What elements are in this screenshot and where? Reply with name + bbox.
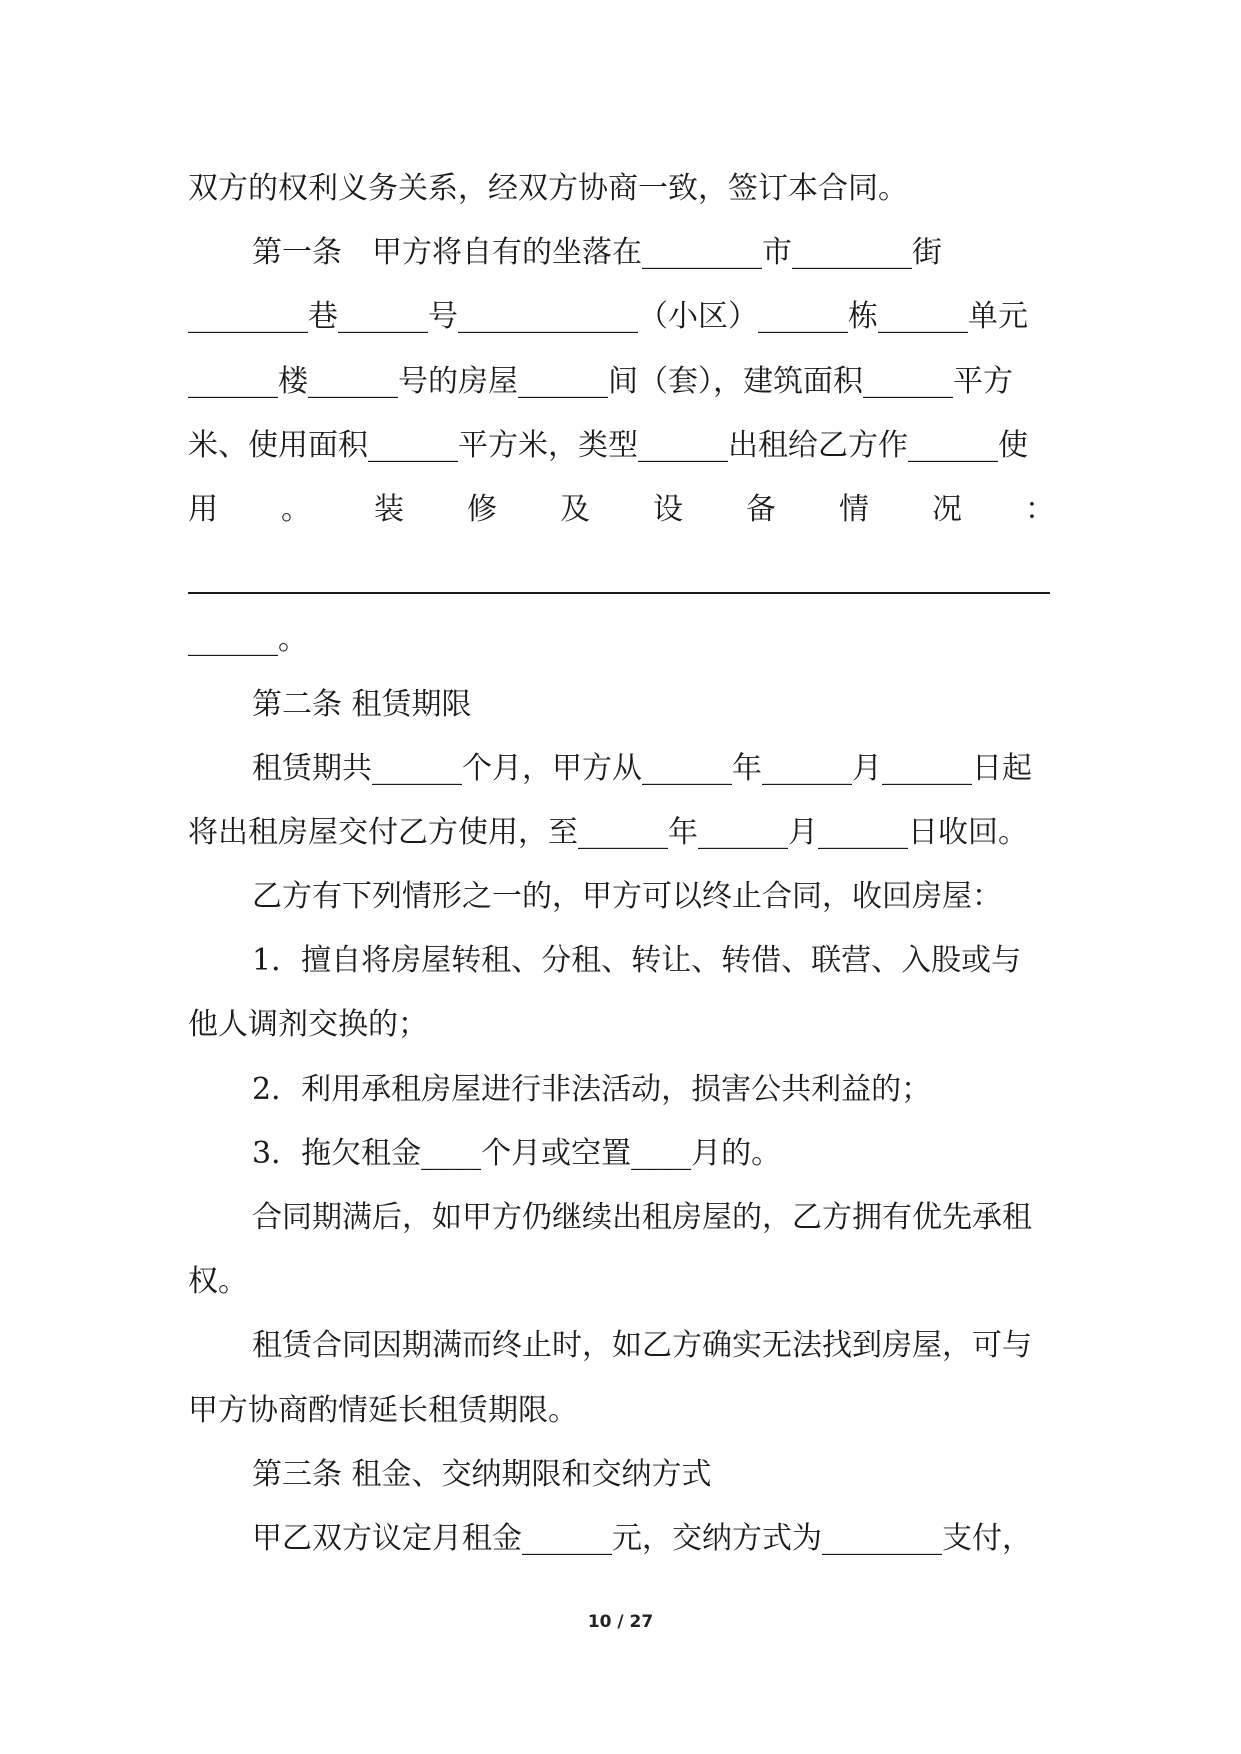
- spaced-char: 用: [188, 491, 218, 527]
- spaced-text-line: [188, 478, 1055, 542]
- spaced-char: 。: [281, 491, 311, 527]
- text-line: 权。: [188, 1264, 248, 1300]
- text-line: 租赁合同因期满而终止时，如乙方确实无法找到房屋，可与: [252, 1328, 1032, 1364]
- article-2-heading: 第二条 租赁期限: [252, 686, 472, 722]
- article-1-line: 第一条 甲方将自有的坐落在________市________街: [252, 235, 942, 271]
- text-line: 乙方有下列情形之一的，甲方可以终止合同，收回房屋：: [252, 879, 1002, 915]
- text-line: 租赁期共______个月，甲方从______年______月______日起: [252, 750, 1032, 786]
- spaced-char: ：: [1025, 491, 1055, 527]
- spaced-char: 及: [560, 491, 590, 527]
- list-item-2: 2．利用承租房屋进行非法活动，损害公共利益的；: [252, 1071, 932, 1107]
- spaced-char: 备: [746, 491, 776, 527]
- page-number: 10 / 27: [587, 1612, 654, 1632]
- text-line: 甲方协商酌情延长租赁期限。: [188, 1392, 578, 1428]
- article-3-heading: 第三条 租金、交纳期限和交纳方式: [252, 1456, 712, 1492]
- document-body: [188, 157, 1055, 1571]
- text-line: 双方的权利义务关系，经双方协商一致，签订本合同。: [188, 171, 908, 206]
- text-line: 甲乙双方议定月租金______元，交纳方式为________支付，: [252, 1520, 1032, 1556]
- text-line: ______楼______号的房屋______间（套），建筑面积______平方: [188, 363, 1013, 399]
- fill-in-blank-line: [188, 542, 1050, 594]
- spaced-char: 修: [467, 491, 497, 527]
- text-line: 米、使用面积______平方米，类型______出租给乙方作______使: [188, 427, 1028, 463]
- list-item-1: 1．擅自将房屋转租、分租、转让、转借、联营、入股或与: [252, 943, 1022, 979]
- spaced-char: 况: [932, 491, 962, 527]
- text-line: 他人调剂交换的；: [188, 1007, 428, 1043]
- list-item-3: 3．拖欠租金____个月或空置____月的。: [252, 1135, 782, 1171]
- spaced-char: 装: [374, 491, 404, 527]
- text-line: 将出租房屋交付乙方使用，至______年______月______日收回。: [188, 814, 1028, 850]
- text-line: ______。: [188, 622, 308, 658]
- spaced-char: 设: [653, 491, 683, 527]
- spaced-char: 情: [839, 491, 869, 527]
- text-line: ________巷______号____________（小区）______栋______单元: [188, 299, 1028, 335]
- text-line: 合同期满后，如甲方仍继续出租房屋的，乙方拥有优先承租: [252, 1200, 1032, 1235]
